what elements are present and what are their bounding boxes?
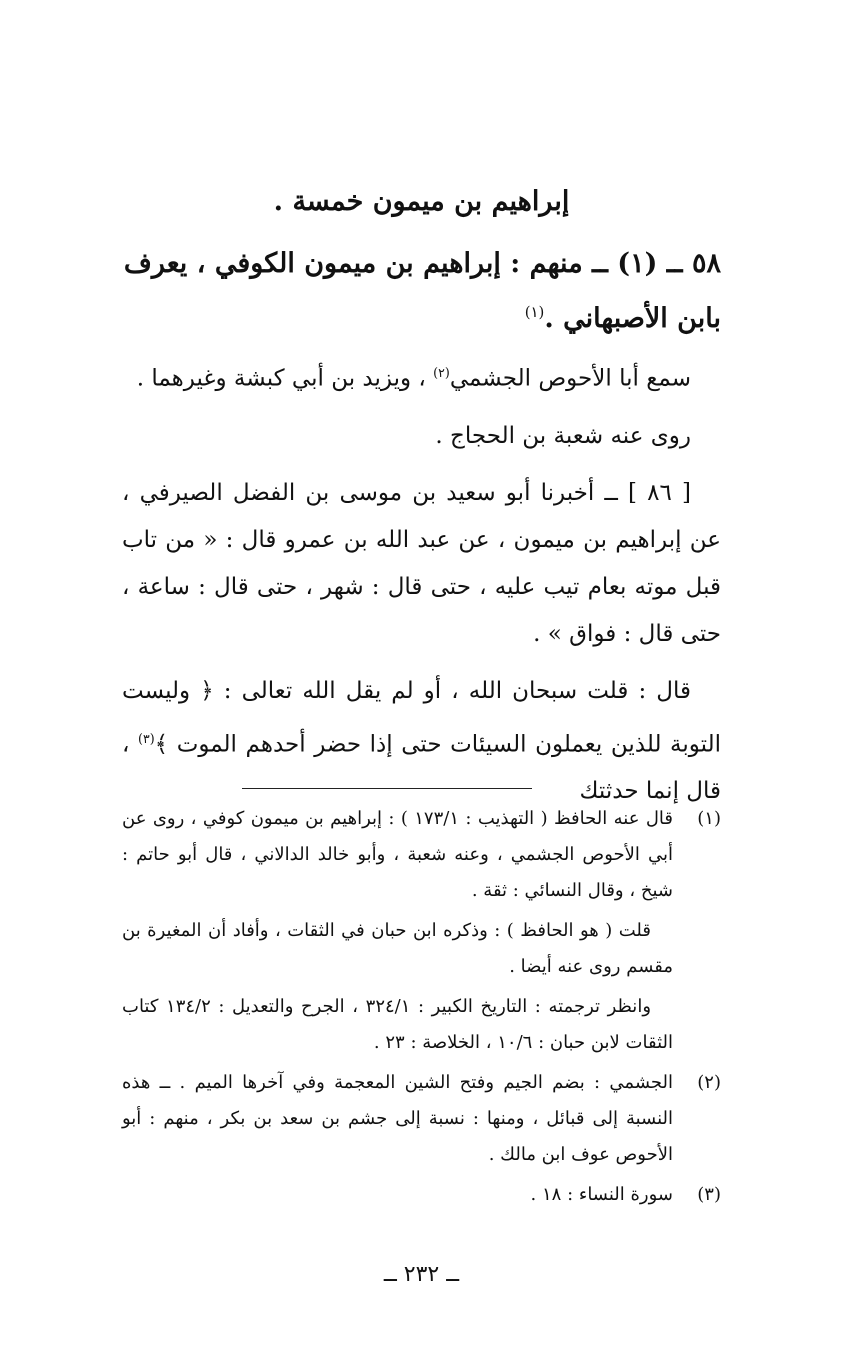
paragraph-4 — [122, 668, 721, 816]
paragraph-4-text: قال : قلت سبحان الله ، أو لم يقل الله تعالى : ﴿ وليست التوبة للذين يعملون السيئات حتى إذا حضر أحدهم الموت ﴾ — [122, 677, 721, 758]
footnote-2-text: الجشمي : بضم الجيم وفتح الشين المعجمة وفي آخرها الميم . ــ هذه النسبة إلى قبائل ، ومنها : نسبة إلى جشم بن سعد بن بكر ، منهم : أبو الأحوص عوف ابن مالك . — [122, 1072, 673, 1165]
paragraph-1-text: سمع أبا الأحوص الجشمي — [449, 365, 691, 392]
footnote-3-number: (٣) — [697, 1184, 721, 1205]
paragraph-3: [ ٨٦ ] ــ أخبرنا أبو سعيد بن موسى بن الفضل الصيرفي ، عن إبراهيم بن ميمون ، عن عبد الله بن عمرو قال : « من تاب قبل موته بعام تيب عليه ، حتى قال : شهر ، حتى قال : ساعة ، حتى قال : فواق » . — [122, 479, 721, 647]
footnote-3 — [122, 1177, 721, 1213]
section-heading: إبراهيم بن ميمون خمسة . — [273, 186, 570, 217]
paragraph-2: روى عنه شعبة بن الحجاج . — [435, 422, 691, 449]
footnote-2 — [122, 1065, 721, 1173]
footnote-1-continuation-2: وانظر ترجمته : التاريخ الكبير : ٣٢٤/١ ، الجرح والتعديل : ١٣٤/٢ كتاب الثقات لابن حبان : ١٠/٦ ، الخلاصة : ٢٣ . — [122, 996, 673, 1053]
footnote-3-text: سورة النساء : ١٨ . — [530, 1184, 673, 1205]
footnotes — [122, 801, 721, 1213]
entry-heading — [122, 240, 721, 343]
footnote-ref-3: (٣) — [138, 730, 155, 746]
entry-heading-text: ٥٨ ــ (١) ــ منهم : إبراهيم بن ميمون الكوفي ، يعرف بابن الأصبهاني . — [123, 248, 721, 334]
footnote-separator — [242, 788, 532, 789]
footnote-1 — [122, 801, 721, 909]
paragraph-1 — [122, 349, 721, 403]
page-number: ــ ٢٣٢ ــ — [383, 1262, 460, 1287]
footnote-1-number: (١) — [697, 808, 721, 829]
footnote-1-continuation-1: قلت ( هو الحافظ ) : وذكره ابن حبان في الثقات ، وأفاد أن المغيرة بن مقسم روى عنه أيضا . — [122, 920, 673, 977]
footnote-ref-2: (٢) — [433, 365, 450, 380]
paragraph-1-rest: ، ويزيد بن أبي كبشة وغيرهما . — [136, 365, 434, 392]
footnote-1-text: قال عنه الحافظ ( التهذيب : ١٧٣/١ ) : إبراهيم بن ميمون كوفي ، روى عن أبي الأحوص الجشمي ، وعنه شعبة ، وأبو خالد الدالاني ، قال أبو حاتم : شيخ ، وقال النسائي : ثقة . — [122, 808, 673, 901]
main-text — [122, 178, 721, 805]
footnote-2-number: (٢) — [697, 1072, 721, 1093]
paragraph-4-rest: ، قال إنما حدثتك — [122, 731, 721, 805]
footnote-ref-1: (١) — [524, 303, 545, 321]
